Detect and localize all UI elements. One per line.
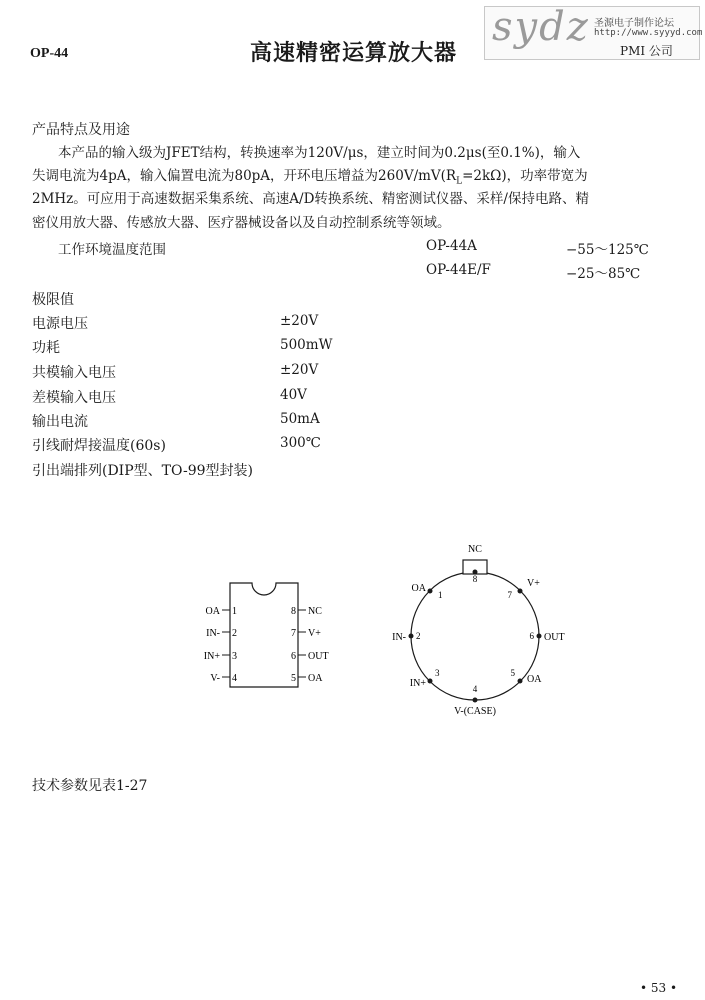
limit-label: 差模输入电压 — [32, 390, 116, 406]
to99-pin-dot — [409, 634, 414, 639]
to99-pin-number: 4 — [472, 684, 478, 694]
limit-value: ±20V — [280, 362, 319, 378]
features-line-1: 本产品的输入级为JFET结构，转换速率为120V/μs，建立时间为0.2μs(至0.1%)，输入 — [58, 145, 581, 161]
limit-label: 电源电压 — [32, 316, 88, 332]
features-line-2 — [32, 164, 588, 187]
features-line-2-tail: =2kΩ)，功率带宽为 — [462, 168, 588, 184]
to99-pin-number: 2 — [416, 631, 421, 641]
to99-pin-number: 1 — [438, 590, 443, 600]
pinout-heading: 引出端排列(DIP型、TO-99型封装) — [32, 463, 253, 479]
dip-pin-name: IN+ — [203, 651, 220, 662]
limit-label: 功耗 — [32, 340, 60, 356]
dip-pin-number: 6 — [291, 651, 296, 662]
limit-value: 50mA — [280, 411, 320, 427]
to99-pin-name: IN- — [392, 632, 406, 643]
part-number: OP-44 — [30, 46, 69, 61]
to99-pin-number: 5 — [510, 668, 515, 678]
dip-pin-number: 1 — [232, 606, 237, 617]
dip-package-diagram — [190, 575, 350, 695]
to99-pin-dot — [428, 589, 433, 594]
to99-pin-number: 6 — [529, 631, 534, 641]
to99-pin-number: 3 — [435, 668, 440, 678]
watermark-site-name: 圣源电子制作论坛 — [594, 18, 674, 29]
to99-pin-dot — [518, 679, 523, 684]
dip-pin-number: 8 — [291, 606, 296, 617]
to99-pin-name: NC — [468, 544, 482, 555]
dip-pin-number: 3 — [232, 651, 237, 662]
dip-pin-number: 4 — [232, 673, 237, 684]
dip-body — [230, 583, 298, 687]
dip-pin-name: OA — [205, 606, 220, 617]
to99-pin-dot — [473, 698, 478, 703]
limit-value: 40V — [280, 387, 307, 403]
dip-pin-name: OA — [308, 673, 323, 684]
to99-pin-dot — [537, 634, 542, 639]
limit-label: 共模输入电压 — [32, 365, 116, 381]
watermark-mark: sydz — [492, 4, 590, 50]
manufacturer-label: PMI 公司 — [620, 44, 673, 58]
dip-pin-number: 7 — [291, 628, 296, 639]
features-heading: 产品特点及用途 — [32, 122, 130, 138]
dip-pin-number: 5 — [291, 673, 296, 684]
limit-value: ±20V — [280, 313, 319, 329]
temp-model-ef: OP-44E/F — [426, 262, 491, 278]
watermark-url: http://www.syyyd.com — [594, 28, 703, 38]
dip-pin-name: V+ — [308, 628, 321, 639]
to99-pin-name: OUT — [544, 632, 565, 643]
limits-heading: 极限值 — [32, 292, 74, 308]
temp-range-ef: −25～85℃ — [566, 266, 641, 282]
temperature-label: 工作环境温度范围 — [58, 242, 166, 258]
dip-pin-number: 2 — [232, 628, 237, 639]
to99-pin-name: IN+ — [409, 678, 426, 689]
limit-value: 300℃ — [280, 435, 321, 451]
dip-pin-name: V- — [210, 673, 220, 684]
features-line-2-text: 失调电流为4pA，输入偏置电流为80pA，开环电压增益为260V/mV(R — [32, 168, 457, 184]
tech-reference: 技术参数见表1-27 — [32, 778, 148, 794]
rl-subscript: L — [456, 176, 463, 187]
to99-package-diagram — [385, 538, 565, 718]
to99-pin-name: V+ — [527, 578, 540, 589]
dip-pin-name: OUT — [308, 651, 329, 662]
to99-pin-dot — [428, 679, 433, 684]
to99-pin-dot — [518, 589, 523, 594]
limit-label: 引线耐焊接温度(60s) — [32, 438, 166, 454]
to99-pin-name: OA — [411, 583, 426, 594]
temp-range-a: −55～125℃ — [566, 242, 649, 258]
to99-pin-number: 8 — [472, 574, 478, 584]
features-line-4: 密仪用放大器、传感放大器、医疗器械设备以及自动控制系统等领域。 — [32, 215, 451, 231]
dip-pin-name: IN- — [206, 628, 220, 639]
page-number: • 53 • — [640, 981, 678, 995]
to99-pin-name: V-(CASE) — [454, 706, 496, 717]
page-title: 高速精密运算放大器 — [250, 41, 458, 66]
to99-pin-name: OA — [527, 674, 542, 685]
limit-label: 输出电流 — [32, 414, 88, 430]
features-line-3: 2MHz。可应用于高速数据采集系统、高速A/D转换系统、精密测试仪器、采样/保持电路、精 — [32, 191, 589, 207]
limit-value: 500mW — [280, 337, 333, 353]
to99-pin-number: 7 — [507, 590, 512, 600]
dip-pin-name: NC — [308, 606, 322, 617]
temp-model-a: OP-44A — [426, 238, 477, 254]
